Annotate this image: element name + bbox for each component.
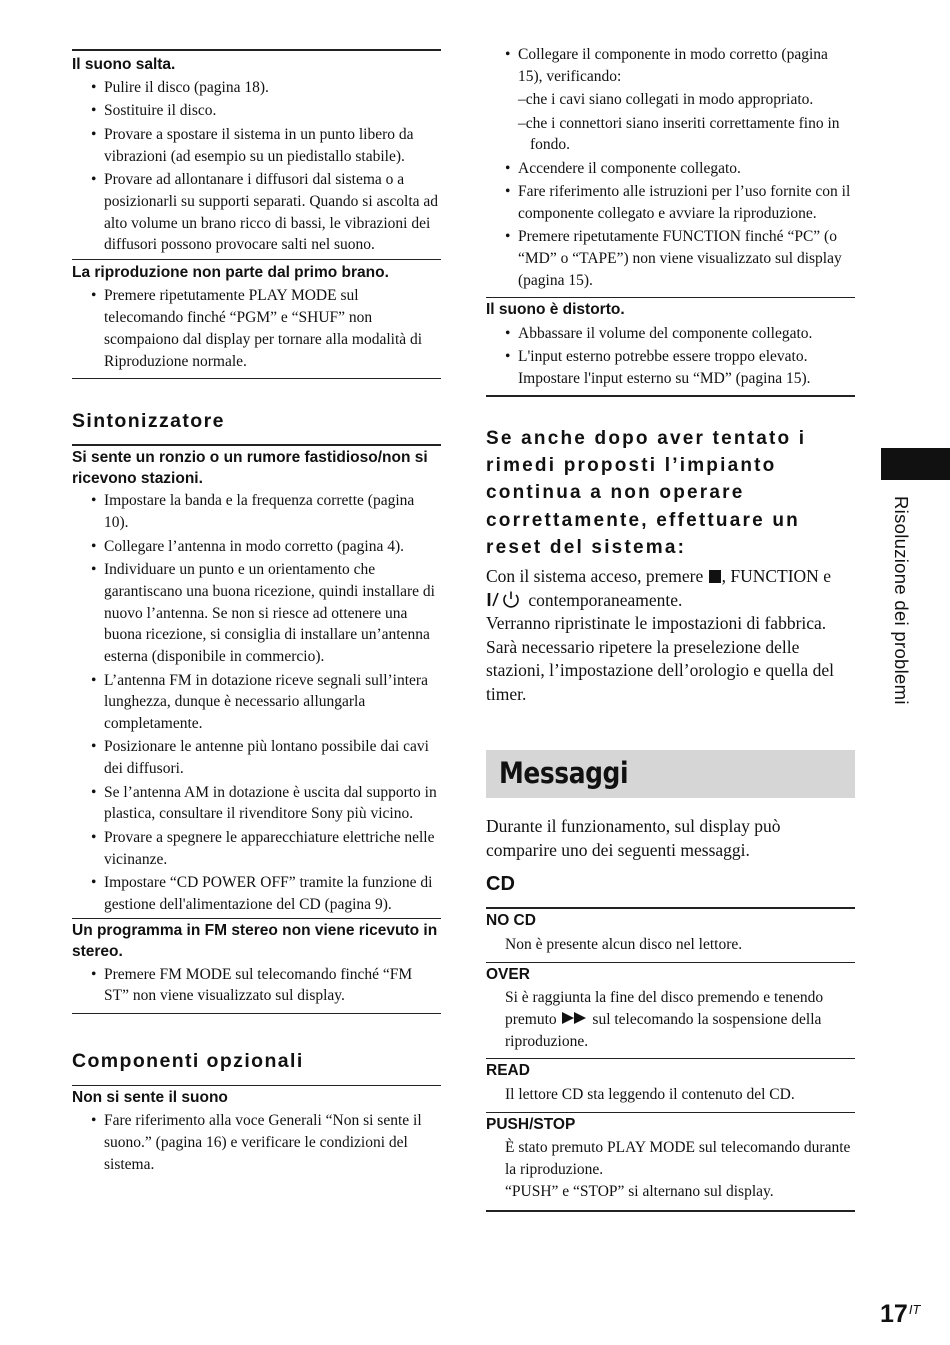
reset-text: , FUNCTION e [721,566,831,587]
divider [72,259,441,260]
page-language: IT [908,1302,921,1317]
block-heading: Non si sente il suono [72,1089,228,1107]
block-heading: Il suono salta. [72,56,176,73]
divider [486,1112,855,1113]
page-number-value: 17 [880,1300,908,1328]
divider [486,1210,855,1212]
block-heading: La riproduzione non parte dal primo brano. [72,264,389,282]
list-item: • Accendere il componente collegato. [486,158,855,180]
messages-banner [486,750,855,798]
list-item: • Collegare il componente in modo corretto (pagina 15), verificando: [486,44,855,88]
message-code: READ [486,1062,530,1080]
side-section-label: Risoluzione dei problemi [891,496,912,705]
list-item: • Sostituire il disco. [72,100,441,122]
list-item: • L'input esterno potrebbe essere troppo elevato. Impostare l'input esterno su “MD” (pagina 15). [486,346,855,390]
message-desc: Il lettore CD sta leggendo il contenuto del CD. [505,1086,795,1104]
divider [72,918,441,919]
divider [486,1058,855,1059]
page-number [880,1300,920,1329]
message-desc: È stato premuto PLAY MODE sul telecomando durante la riproduzione. [505,1139,851,1178]
message-text: Si è raggiunta la fine del disco premendo e tenendo premuto [505,989,824,1028]
cd-heading: CD [486,873,515,896]
messages-title: Messaggi [499,756,629,791]
bullet-list [486,158,855,292]
bullet-list [486,44,855,88]
list-item: • Se l’antenna AM in dotazione è uscita dal supporto in plastica, consultare il rivenditore Sony più vicino. [72,782,441,826]
bullet-list [72,1110,441,1175]
right-column [486,0,855,1212]
section-heading-tuner: Sintonizzatore [72,410,225,433]
block-heading: Un programma in FM stereo non viene ricevuto in stereo. [72,921,438,960]
list-item: • Premere ripetutamente FUNCTION finché “PC” (o “MD” o “TAPE”) non viene visualizzato sul display (pagina 15). [486,226,855,291]
list-item: • Impostare la banda e la frequenza corrette (pagina 10). [72,490,441,534]
list-item: • Provare a spegnere le apparecchiature elettriche nelle vicinanze. [72,827,441,871]
reset-text: Con il sistema acceso, premere [486,566,704,587]
list-item: • Premere ripetutamente PLAY MODE sul telecomando finché “PGM” e “SHUF” non scompaiono dal display per tornare alla modalità di Riproduzione normale. [72,285,441,372]
divider [486,907,855,909]
list-item: • Abbassare il volume del componente collegato. [486,323,855,345]
bullet-list [72,285,441,372]
list-item: • Pulire il disco (pagina 18). [72,77,441,99]
message-desc: Non è presente alcun disco nel lettore. [505,936,743,954]
divider [486,962,855,963]
bullet-list [486,323,855,390]
list-item: • Provare a spostare il sistema in un punto libero da vibrazioni (ad esempio su un piedistallo stabile). [72,124,441,168]
reset-text: contemporaneamente. [528,589,683,610]
left-column [72,0,441,1177]
divider [486,297,855,298]
stop-icon [709,570,721,583]
divider [72,444,441,446]
message-desc [486,987,855,1052]
messages-intro: Durante il funzionamento, sul display può comparire uno dei seguenti messaggi. [486,816,781,860]
reset-instructions [486,565,855,612]
list-item: • Posizionare le antenne più lontano possibile dai cavi dei diffusori. [72,736,441,780]
bullet-list [72,77,441,256]
fast-forward-icon [561,1011,589,1028]
bullet-list [72,964,441,1008]
list-item: • Collegare l’antenna in modo corretto (pagina 4). [72,536,441,558]
section-heading-optional: Componenti opzionali [72,1050,304,1073]
message-text: sul telecomando la sospensione della riproduzione. [505,1010,822,1050]
list-item: • Fare riferimento alle istruzioni per l’uso fornite con il componente collegato e avviare la riproduzione. [486,181,855,225]
list-item: • Premere FM MODE sul telecomando finché “FM ST” non viene visualizzato sul display. [72,964,441,1008]
reset-note: Verranno ripristinate le impostazioni di fabbrica. Sarà necessario ripetere la preselezione delle stazioni, l’impostazione dell’orologio e quella del timer. [486,613,834,704]
power-icon [486,590,524,610]
section-tab-marker [881,448,950,480]
divider [72,378,441,379]
list-item: • Individuare un punto e un orientamento che garantiscano una buona ricezione, quindi installare di nuovo l’antenna. Se non si riesce ad ottenere una buona ricezione, si consiglia di installare un’antenna esterna (disponibile in commercio). [72,559,441,668]
divider [486,395,855,397]
divider [72,49,441,51]
list-item: • L’antenna FM in dotazione riceve segnali sull’intera lunghezza, dunque è necessario allungarla completamente. [72,670,441,735]
message-code: NO CD [486,912,536,930]
sub-item: –che i connettori siano inseriti correttamente fino in fondo. [518,114,840,154]
divider [72,1085,441,1086]
list-item: • Fare riferimento alla voce Generali “Non si sente il suono.” (pagina 16) e verificare le condizioni del sistema. [72,1110,441,1175]
block-heading: Si sente un ronzio o un rumore fastidioso/non si ricevono stazioni. [72,449,428,488]
block-heading: Il suono è distorto. [486,300,625,318]
bullet-list [72,490,441,915]
divider [72,1013,441,1014]
message-desc: “PUSH” e “STOP” si alternano sul display. [505,1182,774,1200]
sub-item: –che i cavi siano collegati in modo appropriato. [518,91,814,109]
message-code: PUSH/STOP [486,1116,576,1134]
list-item: • Impostare “CD POWER OFF” tramite la funzione di gestione dell'alimentazione del CD (pagina 9). [72,872,441,916]
message-code: OVER [486,966,530,983]
reset-heading: Se anche dopo aver tentato i rimedi proposti l’impianto continua a non operare correttamente, effettuare un reset del sistema: [486,427,807,558]
list-item: • Provare ad allontanare i diffusori dal sistema o a posizionarli su supporti separati. Quando si ascolta ad alto volume un brano ricco di bassi, le vibrazioni dei diffusori possono provocare salti nel suono. [72,169,441,256]
